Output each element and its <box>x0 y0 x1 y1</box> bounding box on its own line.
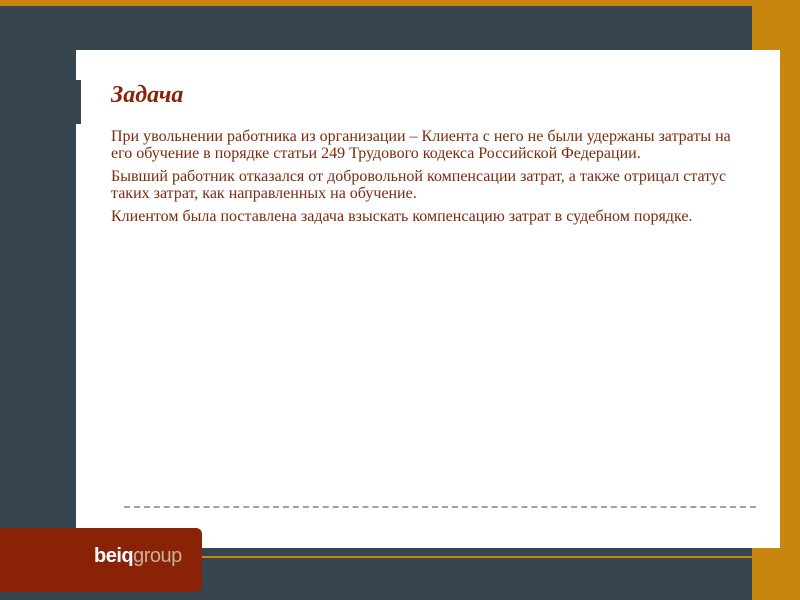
paragraph-3: Клиентом была поставлена задача взыскать компенсацию затрат в судебном порядке. <box>111 208 693 225</box>
title-marker <box>76 80 81 124</box>
paragraph-1: При увольнении работника из организации – Клиента с него не были удержаны затраты на его обучение в порядке статьи 249 Трудового кодекса Российской Федерации. <box>111 128 731 162</box>
content-card <box>76 50 780 548</box>
logo-text-group: group <box>133 545 182 567</box>
dashed-divider <box>124 506 756 508</box>
slide-body <box>111 128 731 231</box>
company-logo <box>94 545 182 568</box>
bottom-accent-line <box>202 556 752 558</box>
paragraph-2: Бывший работник отказался от добровольной компенсации затрат, а также отрицал статус таких затрат, как направленных на обучение. <box>111 168 727 202</box>
slide-title: Задача <box>111 82 184 108</box>
logo-text-beiq: beiq <box>94 545 134 567</box>
